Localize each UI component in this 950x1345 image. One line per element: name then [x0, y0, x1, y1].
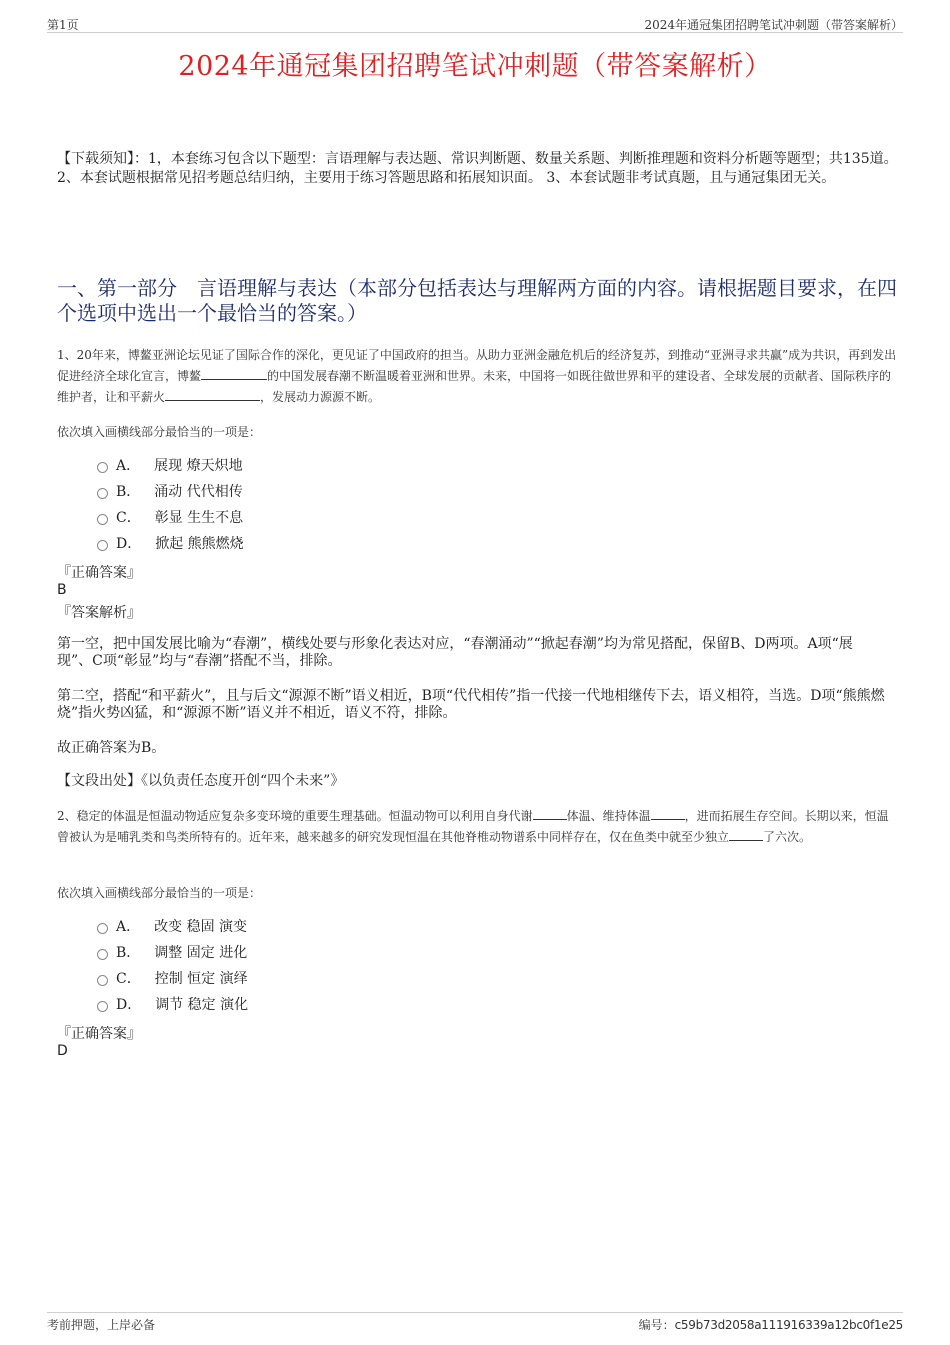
q2-blank-1 — [533, 806, 567, 820]
footer-slogan: 考前押题，上岸必备 — [47, 1318, 156, 1332]
option-letter: A． — [116, 919, 141, 935]
footer-code-label: 编号： — [638, 1318, 675, 1332]
q2-blank-2 — [651, 806, 685, 820]
option-text: 改变 稳固 演变 — [154, 919, 248, 935]
q2-text-part: ，进而拓展生存空间。长期以来，恒温曾被认为是哺乳类和鸟类所特有的。近年来，越来越多的研究发现恒温在其他脊椎动物谱系中同样存在，仅在鱼类中就至少独立 — [57, 809, 889, 844]
footer-code — [639, 1316, 903, 1333]
q1-prompt: 依次填入画横线部分最恰当的一项是： — [57, 425, 262, 439]
option-text: 调整 固定 进化 — [154, 945, 248, 961]
option-text: 调节 稳定 演化 — [155, 997, 249, 1013]
q2-answer-label: 『正确答案』 — [57, 1026, 141, 1042]
header-doc-title: 2024年通冠集团招聘笔试冲刺题（带答案解析） — [644, 18, 903, 32]
option-letter: A． — [116, 458, 141, 474]
option-text: 掀起 熊熊燃烧 — [155, 536, 244, 552]
q1-blank-2 — [165, 387, 260, 401]
q1-conclusion: 故正确答案为B。 — [57, 740, 166, 756]
option-text: 展现 燎天炽地 — [154, 458, 243, 474]
q2-text-part: 体温、维持体温 — [566, 809, 651, 823]
option-letter: B． — [116, 945, 141, 961]
q1-text-part: 的中国发展春潮不断温暖着亚洲和世界。未来，中国将一如既往做世界和平的建设者、全球发展的贡献者、国际秩序的维护者，让和平薪火 — [57, 369, 892, 404]
q1-option-d[interactable] — [97, 530, 244, 556]
document-title: 2024年通冠集团招聘笔试冲刺题（带答案解析） — [178, 51, 772, 82]
option-letter: D． — [116, 536, 142, 552]
q1-answer: B — [57, 582, 67, 598]
q1-options — [97, 452, 244, 556]
q1-option-b[interactable] — [97, 478, 244, 504]
option-text: 彰显 生生不息 — [154, 510, 244, 526]
question-1-text — [57, 345, 897, 408]
option-letter: C． — [116, 510, 141, 526]
q1-answer-label: 『正确答案』 — [57, 565, 141, 581]
radio-icon[interactable] — [97, 462, 108, 473]
q1-option-c[interactable] — [97, 504, 244, 530]
q2-prompt: 依次填入画横线部分最恰当的一项是： — [57, 886, 262, 900]
page-number: 第1页 — [47, 18, 79, 32]
q2-option-c[interactable] — [97, 965, 248, 991]
radio-icon[interactable] — [97, 514, 108, 525]
radio-icon[interactable] — [97, 540, 108, 551]
q1-text-part: ，发展动力源源不断。 — [260, 390, 381, 404]
q1-blank-1 — [201, 366, 267, 380]
option-text: 控制 恒定 演绎 — [154, 971, 248, 987]
download-notice: 【下载须知】：1，本套练习包含以下题型：言语理解与表达题、常识判断题、数量关系题、判断推理题和资料分析题等题型；共135道。 2、本套试题根据常见招考题总结归纳，主要用于练习答题思路和拓展知识面。 3、本套试题非考试真题，且与通冠集团无关。 — [57, 151, 898, 186]
q2-option-d[interactable] — [97, 991, 248, 1017]
q1-option-a[interactable] — [97, 452, 244, 478]
footer-code-value: c59b73d2058a111916339a12bc0f1e25 — [674, 1318, 903, 1332]
page-footer — [47, 1312, 903, 1337]
radio-icon[interactable] — [97, 1001, 108, 1012]
section-heading: 一、第一部分 言语理解与表达（本部分包括表达与理解两方面的内容。请根据题目要求，在四个选项中选出一个最恰当的答案。） — [57, 276, 897, 325]
radio-icon[interactable] — [97, 923, 108, 934]
q1-text-part: 1、20年来，博鳌亚洲论坛见证了国际合作的深化，更见证了中国政府的担当。从助力亚洲金融危机后的经济复苏，到推动“亚洲寻求共赢”成为共识，再到发出促进经济全球化宣言，博鳌 — [57, 348, 897, 383]
option-letter: D． — [116, 997, 142, 1013]
q1-analysis-2: 第二空，搭配“和平薪火”，且与后文“源源不断”语义相近，B项“代代相传”指一代接一代地相继传下去，语义相符，当选。D项“熊熊燃烧”指火势凶猛，和“源源不断”语义并不相近，语义不符，排除。 — [57, 688, 885, 721]
radio-icon[interactable] — [97, 975, 108, 986]
page-header — [47, 14, 903, 33]
q2-options — [97, 913, 248, 1017]
q1-analysis-label: 『答案解析』 — [57, 605, 141, 621]
q1-analysis-1: 第一空，把中国发展比喻为“春潮”，横线处要与形象化表达对应，“春潮涌动”“掀起春潮”均为常见搭配，保留B、D两项。A项“展现”、C项“彰显”均与“春潮”搭配不当，排除。 — [57, 636, 853, 669]
q2-option-a[interactable] — [97, 913, 248, 939]
q2-blank-3 — [729, 827, 763, 841]
q1-source: 【文段出处】《以负责任态度开创“四个未来”》 — [57, 773, 345, 789]
q2-text-part: 了六次。 — [763, 830, 812, 844]
q2-text-part: 2、稳定的体温是恒温动物适应复杂多变环境的重要生理基础。恒温动物可以利用自身代谢 — [57, 809, 533, 823]
q2-option-b[interactable] — [97, 939, 248, 965]
radio-icon[interactable] — [97, 949, 108, 960]
option-letter: B． — [116, 484, 141, 500]
radio-icon[interactable] — [97, 488, 108, 499]
question-2-text — [57, 806, 897, 848]
option-text: 涌动 代代相传 — [154, 484, 243, 500]
q2-answer: D — [57, 1043, 68, 1059]
option-letter: C． — [116, 971, 141, 987]
